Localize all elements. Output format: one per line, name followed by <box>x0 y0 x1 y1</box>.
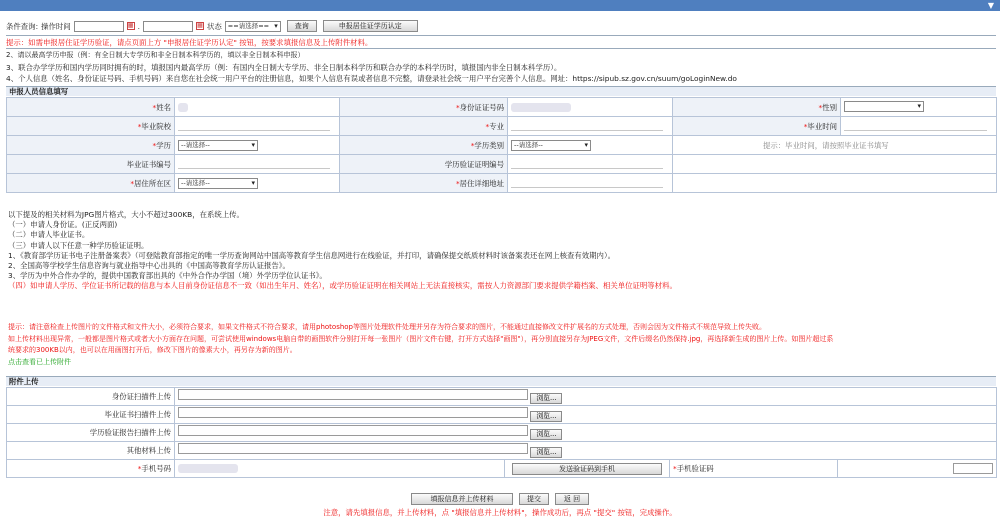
grad-time-cell <box>841 117 997 136</box>
upload-label: 学历验证报告扫描件上传 <box>7 424 175 442</box>
district-select[interactable]: --请选择-- ▾ <box>178 178 258 189</box>
apply-button[interactable]: 申报居住证学历认定 <box>323 20 418 32</box>
divider <box>6 48 996 49</box>
query-button[interactable]: 查询 <box>287 20 317 32</box>
browse-button[interactable]: 浏览... <box>530 447 562 458</box>
send-code-button[interactable]: 发送验证码到手机 <box>512 463 662 475</box>
upload-cell <box>175 406 997 424</box>
district-cell <box>175 174 340 193</box>
major-cell <box>508 117 673 136</box>
degree-type-select[interactable]: --请选择-- ▾ <box>511 140 591 151</box>
id-value <box>508 98 673 117</box>
material-item: 3、学历为中外合作办学的，提供中国教育部出具的《中外合作办学国（境）外学历学位认证书》。 <box>8 271 327 281</box>
upload-table <box>6 387 997 478</box>
address-input[interactable] <box>511 177 663 188</box>
degree-label: *学历 <box>7 136 175 155</box>
section-title: 申报人员信息填写 <box>6 86 996 96</box>
tip-line-3: 3、联合办学学历和国内学历同时拥有的时，填报国内最高学历（例：有国内全日制大专学历、非全日制本科学历和联合办学的本科学历时，填报国内非全日制本科学历）。 <box>6 63 562 72</box>
phone-label: *手机号码 <box>7 460 175 478</box>
op-time-label: 操作时间 <box>41 21 71 31</box>
info-form <box>6 97 997 193</box>
query-prefix: 条件查询: <box>6 21 39 31</box>
tip-line-4: 4、个人信息（姓名、身份证证号码、手机号码）来自您在社会统一用户平台的注册信息，如果个人信息有误或者信息不完整，请登录社会统一用户平台完善个人信息。网址：https://sipub.sz.gov.cn/suum/goLoginNew.do <box>6 74 737 83</box>
submit-upload-button[interactable]: 填报信息并上传材料 <box>411 493 513 505</box>
code-input[interactable] <box>953 463 993 474</box>
phone-cell <box>175 460 505 478</box>
date-separator: . <box>137 21 140 31</box>
material-item: 2、全国高等学校学生信息咨询与就业指导中心出具的《中国高等教育学历认证报告》。 <box>8 261 290 271</box>
upload-tip: 如上传材料出现异常，一般都是图片格式或者大小方面存在问题，可尝试使用windows电脑自带的画图软件分别打开每一张图片（图片文件右键，打开方式选择"画图"），再分别直接另存为JPEG文件，文件后缀名仍然保持.jpg，再选择新生成的图片上传。如图片超过系 <box>8 334 834 343</box>
address-cell <box>508 174 673 193</box>
end-date-input[interactable] <box>143 21 193 32</box>
verify-no-cell <box>508 155 673 174</box>
action-bar <box>0 493 1000 505</box>
code-label: *手机验证码 <box>670 460 838 478</box>
id-label: *身份证证号码 <box>340 98 508 117</box>
degree-type-cell <box>508 136 673 155</box>
upload-cell <box>175 388 997 406</box>
gender-label: *性别 <box>673 98 841 117</box>
material-item: （二）申请人毕业证书。 <box>8 230 90 240</box>
upload-label: 身份证扫描件上传 <box>7 388 175 406</box>
major-input[interactable] <box>511 120 663 131</box>
submit-button[interactable]: 提交 <box>519 493 549 505</box>
name-value <box>175 98 340 117</box>
material-intro: 以下提及的相关材料为JPG图片格式，大小不超过300KB，在系统上传。 <box>8 210 244 219</box>
start-date-input[interactable] <box>74 21 124 32</box>
status-label: 状态 <box>207 21 222 31</box>
view-attachments-link[interactable]: 点击查看已上传附件 <box>8 357 71 366</box>
upload-tip: 提示：请注意检查上传图片的文件格式和文件大小，必须符合要求，如果文件格式不符合要求，请用photoshop等图片处理软件处理并另存为符合要求的图片，不能通过直接修改文件扩展名的方式处理，否则会因为文件格式不规范导致上传失败。 <box>8 323 766 331</box>
empty-cell <box>673 174 997 193</box>
cert-no-label: 毕业证书编号 <box>7 155 175 174</box>
material-item: （四）如申请人学历、学位证书所记载的信息与本人目前身份证信息不一致（如出生年月、姓名），或学历验证证明在相关网站上无法直接核实，需按人力资源部门要求提供学籍档案、相关单位证明等材料。 <box>8 281 677 291</box>
material-block <box>8 210 677 292</box>
browse-button[interactable]: 浏览... <box>530 429 562 440</box>
chevron-down-icon[interactable]: ▼ <box>987 1 994 10</box>
material-item: 1、《教育部学历证书电子注册备案表》（可登陆教育部指定的唯一学历查询网站中国高等教育学生信息网进行在线验证，并打印，请确保提交纸质材料时该备案表还在网上核查有效期内）。 <box>8 250 616 260</box>
grad-time-input[interactable] <box>844 120 987 131</box>
major-label: *专业 <box>340 117 508 136</box>
divider <box>6 35 996 36</box>
degree-select[interactable]: --请选择-- ▾ <box>178 140 258 151</box>
school-cell <box>175 117 340 136</box>
back-button[interactable]: 返 回 <box>555 493 589 505</box>
send-code-cell <box>505 460 670 478</box>
degree-type-label: *学历类别 <box>340 136 508 155</box>
upload-label: 毕业证书扫描件上传 <box>7 406 175 424</box>
name-label: *姓名 <box>7 98 175 117</box>
calendar-icon[interactable]: ▦ <box>127 22 134 29</box>
upload-tip: 统要求的300KB以内，也可以在用画图打开后，修改下图片的像素大小，再另存为新的图片。 <box>8 346 297 354</box>
browse-button[interactable]: 浏览... <box>530 393 562 404</box>
verify-no-input[interactable] <box>511 158 663 169</box>
cert-no-cell <box>175 155 340 174</box>
cert-no-input[interactable] <box>178 158 330 169</box>
gender-cell <box>841 98 997 117</box>
upload-cell <box>175 442 997 460</box>
school-label: *毕业院校 <box>7 117 175 136</box>
tip-line-2: 2、请以最高学历申报（例：有全日制大专学历和非全日制本科学历的，填以非全日制本科申报） <box>6 51 305 59</box>
material-item: （一）申请人身份证。(正反两面) <box>8 220 118 230</box>
school-input[interactable] <box>178 120 330 131</box>
district-label: *居住所在区 <box>7 174 175 193</box>
upload-cell <box>175 424 997 442</box>
material-item: （三）申请人以下任意一种学历验证证明。 <box>8 240 149 250</box>
top-bar <box>0 0 1000 11</box>
degree-cell <box>175 136 340 155</box>
code-cell <box>838 460 997 478</box>
other-file-input[interactable] <box>178 443 528 454</box>
grad-time-label: *毕业时间 <box>673 117 841 136</box>
upload-tips <box>8 322 833 368</box>
calendar-icon[interactable]: ▦ <box>197 22 203 29</box>
browse-button[interactable]: 浏览... <box>530 411 562 422</box>
top-tip: 提示：如需申报居住证学历验证，请点页面上方 "申报居住证学历认定" 按钮，按要求填报信息及上传附件材料。 <box>6 38 373 47</box>
grad-time-hint: 提示：毕业时间，请按照毕业证书填写 <box>673 136 997 155</box>
cert-file-input[interactable] <box>178 407 528 418</box>
status-select[interactable]: ==请选择== ▾ <box>225 21 281 32</box>
verify-file-input[interactable] <box>178 425 528 436</box>
id-file-input[interactable] <box>178 389 528 400</box>
address-label: *居住详细地址 <box>340 174 508 193</box>
gender-select[interactable] <box>844 101 924 112</box>
verify-no-label: 学历验证证明编号 <box>340 155 508 174</box>
footer-note: 注意，请先填报信息，并上传材料，点 "填报信息并上传材料"，操作成功后，再点 "提交" 按钮，完成操作。 <box>323 508 677 517</box>
empty-cell <box>673 155 997 174</box>
upload-section-title: 附件上传 <box>6 376 996 386</box>
query-row <box>6 20 418 32</box>
upload-label: 其他材料上传 <box>7 442 175 460</box>
